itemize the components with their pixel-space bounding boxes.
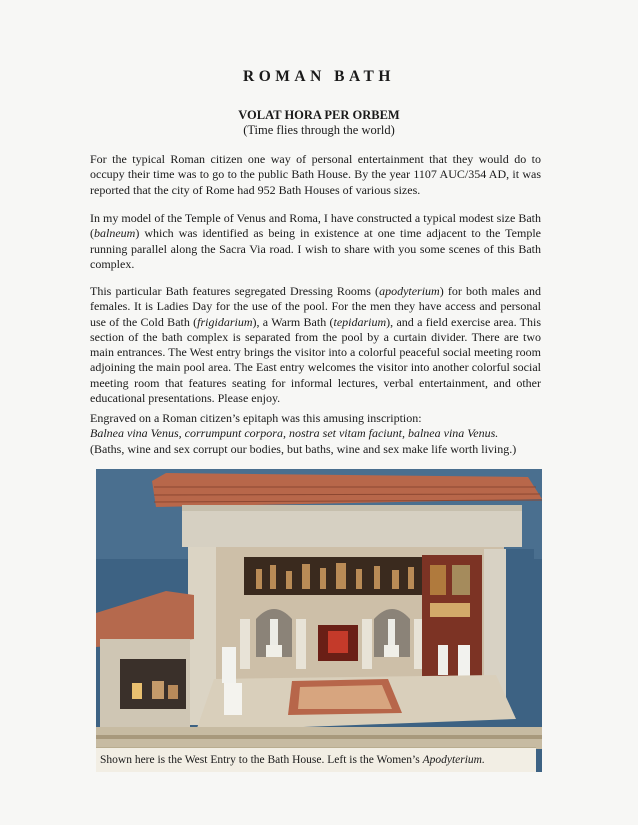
paragraph-3 [90, 284, 541, 406]
bath-model-illustration [96, 469, 542, 772]
motto-translation: (Time flies through the world) [243, 123, 395, 137]
epitaph-block [90, 411, 550, 457]
paragraph-text: ), a Warm Bath ( [252, 314, 334, 329]
epitaph-intro: Engraved on a Roman citizen’s epitaph was this amusing inscription: [90, 411, 422, 425]
paragraph-text: ) for both males and females. It is Ladies Day for the use of the pool. For the men they have access and personal use of the Cold Bath ( [90, 284, 542, 329]
latin-term: frigidarium [197, 314, 253, 329]
caption-text: Shown here is the West Entry to the Bath House. Left is the Women’s [100, 754, 423, 766]
paragraph-text: In my model of the Temple of Venus and Roma, I have constructed a typical modest size Bath ( [90, 211, 541, 241]
paragraph-2 [90, 211, 541, 272]
paragraph-text: ), and a field exercise area. This section of the bath complex is separated from the pool by a curtain divider. There are two main entrances. The West entry brings the visitor into a colorful peaceful social meeting room adjoining the main pool area. The East entry welcomes the visitor into another colorful social meeting room that features seating for informal lectures, verbal entertainment, and other educational presentations. Please enjoy. [90, 314, 541, 406]
latin-term: apodyterium [379, 284, 440, 298]
caption-italic: Apodyterium. [422, 754, 485, 766]
epitaph-translation: (Baths, wine and sex corrupt our bodies, but baths, wine and sex make life worth living.) [90, 441, 517, 456]
latin-motto: VOLAT HORA PER ORBEM [238, 108, 400, 122]
epitaph-latin: Balnea vina Venus, corrumpunt corpora, nostra set vitam faciunt, balnea vina Venus. [90, 426, 499, 441]
latin-term: balneum [94, 226, 136, 241]
page-title: ROMAN BATH [243, 68, 395, 85]
paragraph-text: ) which was identified as being in existence at one time adjacent to the Temple running parallel along the Sacra Via road. I wish to share with you some scenes of this Bath complex. [90, 226, 541, 271]
latin-term: tepidarium [333, 314, 387, 329]
paragraph-text: This particular Bath features segregated Dressing Rooms ( [90, 284, 380, 298]
bath-model-photo [96, 469, 542, 772]
paragraph-1 [90, 152, 541, 198]
photo-caption [96, 747, 536, 772]
paragraph-text: For the typical Roman citizen one way of personal entertainment that they would do to occupy their time was to go to the public Bath House. By the year 1107 AUC/354 AD, it was reported that the city of Rome had 952 Bath Houses of various sizes. [90, 152, 541, 197]
